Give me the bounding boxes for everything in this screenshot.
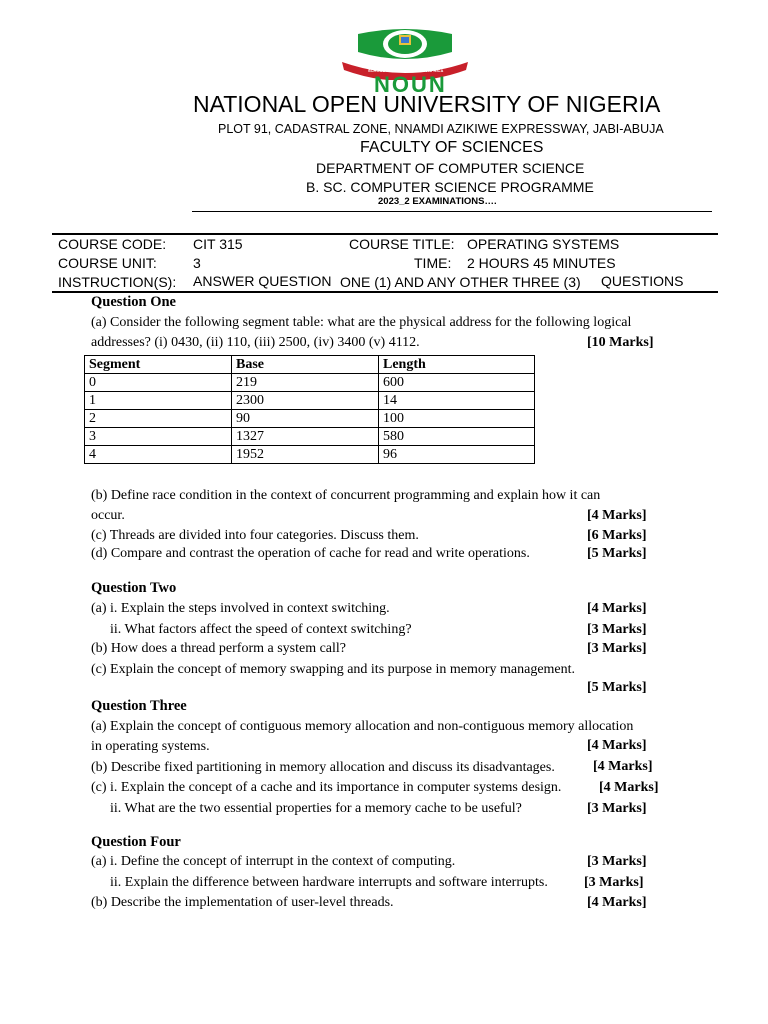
segment-table bbox=[84, 355, 535, 464]
table-cell: 90 bbox=[232, 410, 379, 428]
q2-c-text: (c) Explain the concept of memory swapping and its purpose in memory management. bbox=[91, 662, 576, 677]
q1-a-text-line2: addresses? (i) 0430, (ii) 110, (iii) 2500, (iv) 3400 (v) 4112. bbox=[91, 335, 420, 350]
q2-a2-marks: [3 Marks] bbox=[587, 622, 647, 637]
q3-c1-marks: [4 Marks] bbox=[599, 780, 659, 795]
q3-c1-text: (c) i. Explain the concept of a cache and its importance in computer systems design. bbox=[91, 780, 562, 795]
exam-title: 2023_2 EXAMINATIONS…. bbox=[378, 196, 497, 207]
q1-c-marks: [6 Marks] bbox=[587, 528, 647, 543]
column-header-base: Base bbox=[232, 356, 379, 374]
university-name: NATIONAL OPEN UNIVERSITY OF NIGERIA bbox=[193, 91, 661, 117]
time-label: TIME: bbox=[414, 255, 452, 271]
instruction-text-3: QUESTIONS bbox=[601, 273, 684, 289]
q1-b-marks: [4 Marks] bbox=[587, 508, 647, 523]
q3-a-marks: [4 Marks] bbox=[587, 738, 647, 753]
q1-d-text: (d) Compare and contrast the operation of cache for read and write operations. bbox=[91, 546, 530, 561]
course-code-label: COURSE CODE: bbox=[58, 236, 167, 252]
programme-name: B. SC. COMPUTER SCIENCE PROGRAMME bbox=[306, 179, 594, 195]
table-cell: 219 bbox=[232, 374, 379, 392]
course-unit-label: COURSE UNIT: bbox=[58, 255, 157, 271]
table-cell: 0 bbox=[85, 374, 232, 392]
department-name: DEPARTMENT OF COMPUTER SCIENCE bbox=[316, 160, 585, 176]
q1-d-marks: [5 Marks] bbox=[587, 546, 647, 561]
logo-wordmark: NOUN bbox=[374, 72, 447, 97]
q3-b-text: (b) Describe fixed partitioning in memory allocation and discuss its disadvantages. bbox=[91, 760, 555, 775]
instruction-text-1: ANSWER QUESTION bbox=[193, 273, 332, 289]
table-row bbox=[85, 446, 535, 464]
table-cell: 580 bbox=[379, 428, 535, 446]
table-cell: 2300 bbox=[232, 392, 379, 410]
question-two-heading: Question Two bbox=[91, 580, 177, 596]
q2-c-marks: [5 Marks] bbox=[587, 680, 647, 695]
table-row bbox=[85, 428, 535, 446]
q4-a2-marks: [3 Marks] bbox=[584, 875, 644, 890]
table-cell: 4 bbox=[85, 446, 232, 464]
table-cell: 1952 bbox=[232, 446, 379, 464]
table-cell: 3 bbox=[85, 428, 232, 446]
table-cell: 14 bbox=[379, 392, 535, 410]
course-info-bottom-rule bbox=[52, 291, 718, 293]
table-cell: 2 bbox=[85, 410, 232, 428]
q1-b-text-line1: (b) Define race condition in the context of concurrent programming and explain how it can bbox=[91, 488, 601, 503]
q4-b-marks: [4 Marks] bbox=[587, 895, 647, 910]
instruction-text-2: ONE (1) AND ANY OTHER THREE (3) bbox=[340, 274, 581, 290]
logo-motto: SCHOOL FOR KNOWLEDGE IN AFRICA bbox=[368, 68, 444, 73]
question-one-heading: Question One bbox=[91, 294, 176, 310]
time-value: 2 HOURS 45 MINUTES bbox=[467, 255, 616, 271]
table-cell: 1327 bbox=[232, 428, 379, 446]
q1-c-text: (c) Threads are divided into four categories. Discuss them. bbox=[91, 528, 419, 543]
q2-b-marks: [3 Marks] bbox=[587, 641, 647, 656]
q2-a1-marks: [4 Marks] bbox=[587, 601, 647, 616]
header-divider bbox=[192, 211, 712, 212]
q3-a-text-line1: (a) Explain the concept of contiguous memory allocation and non-contiguous memory allocation bbox=[91, 719, 634, 734]
q1-a-marks: [10 Marks] bbox=[587, 335, 654, 350]
noun-logo bbox=[330, 26, 480, 96]
q1-a-text-line1: (a) Consider the following segment table: what are the physical address for the following logical bbox=[91, 315, 632, 330]
q2-a2-text: ii. What factors affect the speed of context switching? bbox=[110, 622, 412, 637]
course-code-value: CIT 315 bbox=[193, 236, 243, 252]
q3-c2-marks: [3 Marks] bbox=[587, 801, 647, 816]
instruction-label: INSTRUCTION(S): bbox=[58, 274, 177, 290]
q2-b-text: (b) How does a thread perform a system call? bbox=[91, 641, 347, 656]
column-header-segment: Segment bbox=[85, 356, 232, 374]
question-three-heading: Question Three bbox=[91, 698, 187, 714]
q3-c2-text: ii. What are the two essential properties for a memory cache to be useful? bbox=[110, 801, 522, 816]
table-cell: 600 bbox=[379, 374, 535, 392]
q4-a2-text: ii. Explain the difference between hardware interrupts and software interrupts. bbox=[110, 875, 548, 890]
question-four-heading: Question Four bbox=[91, 834, 181, 850]
table-row bbox=[85, 374, 535, 392]
column-header-length: Length bbox=[379, 356, 535, 374]
course-title-label: COURSE TITLE: bbox=[349, 236, 455, 252]
table-cell: 96 bbox=[379, 446, 535, 464]
faculty-name: FACULTY OF SCIENCES bbox=[360, 139, 544, 156]
course-title-value: OPERATING SYSTEMS bbox=[467, 236, 620, 252]
table-cell: 100 bbox=[379, 410, 535, 428]
course-info-top-rule bbox=[52, 233, 718, 235]
q4-b-text: (b) Describe the implementation of user-level threads. bbox=[91, 895, 394, 910]
q2-a1-text: (a) i. Explain the steps involved in context switching. bbox=[91, 601, 390, 616]
q3-a-text-line2: in operating systems. bbox=[91, 739, 210, 754]
table-cell: 1 bbox=[85, 392, 232, 410]
segment-table-header bbox=[85, 356, 535, 374]
q3-b-marks: [4 Marks] bbox=[593, 759, 653, 774]
q1-b-text-line2: occur. bbox=[91, 508, 125, 523]
table-row bbox=[85, 392, 535, 410]
q4-a1-text: (a) i. Define the concept of interrupt in the context of computing. bbox=[91, 854, 456, 869]
table-row bbox=[85, 410, 535, 428]
university-address: PLOT 91, CADASTRAL ZONE, NNAMDI AZIKIWE EXPRESSWAY, JABI-ABUJA bbox=[218, 122, 664, 136]
course-unit-value: 3 bbox=[193, 255, 201, 271]
q4-a1-marks: [3 Marks] bbox=[587, 854, 647, 869]
